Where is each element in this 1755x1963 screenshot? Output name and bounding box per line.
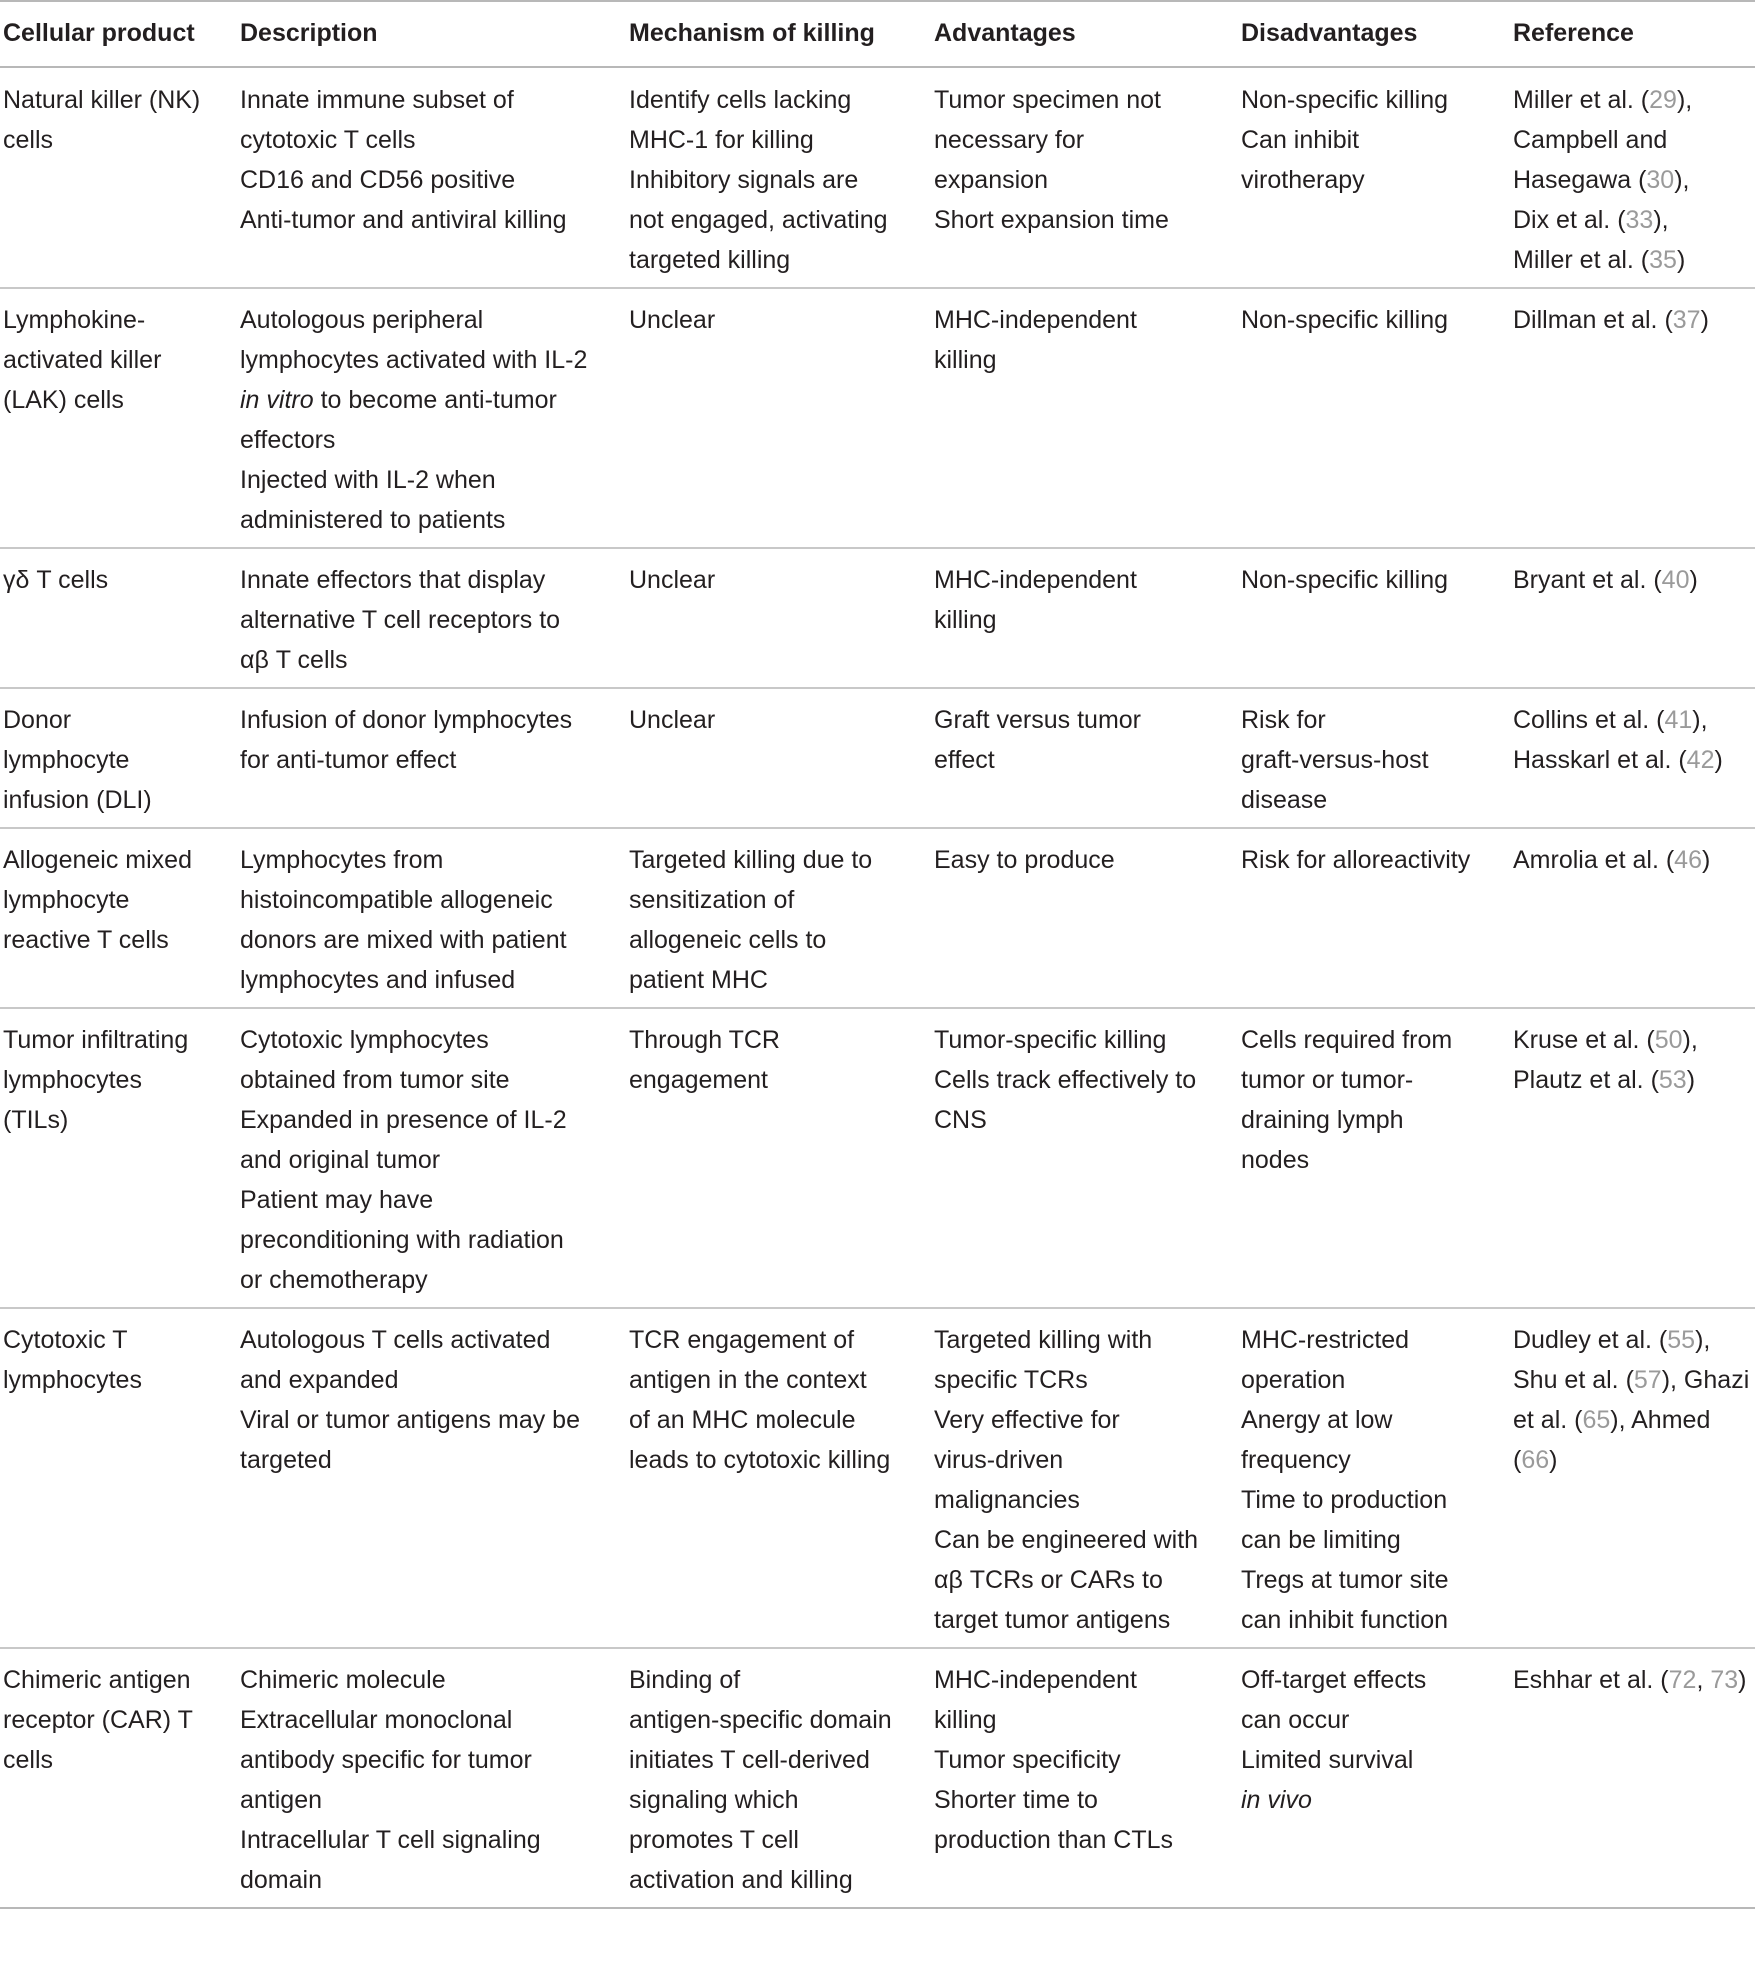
cell-mechanism [626,67,931,288]
cell-line: production than CTLs [934,1826,1174,1854]
cell-disadvantages [1238,1308,1510,1648]
cell-line: (TILs) [3,1106,69,1134]
cell-line: Unclear [629,706,716,734]
cell-line: Chimeric antigen [3,1666,191,1694]
cell-line: donors are mixed with patient [240,926,567,954]
text-segment: Off-target effects [1241,1666,1427,1694]
cell-line: leads to cytotoxic killing [629,1446,891,1474]
cell-description [237,1308,626,1648]
cell-line: αβ T cells [240,646,348,674]
reference-number: 72 [1668,1666,1697,1694]
cell-line [1513,240,1755,280]
cell-line: lymphocytes [3,1366,142,1394]
cell-line: targeted killing [629,246,791,274]
table-header [0,1,1755,67]
cell-line: preconditioning with radiation [240,1226,564,1254]
cell-line: Binding of [629,1666,741,1694]
cell-line: Expanded in presence of IL-2 [240,1106,567,1134]
text-segment: Miller et al. ( [1513,246,1650,274]
cell-product [0,1008,237,1308]
cell-line [1513,1060,1755,1100]
cell-product [0,1648,237,1908]
cell-disadvantages [1238,1648,1510,1908]
cell-product [0,828,237,1008]
cell-line: Innate immune subset of [240,86,514,114]
cell-line: Shorter time to [934,1786,1098,1814]
cell-line: Intracellular T cell signaling [240,1826,541,1854]
cell-line: virotherapy [1241,166,1365,194]
cell-line: allogeneic cells to [629,926,827,954]
text-segment: administered to patients [240,506,506,534]
cell-product [0,288,237,548]
cell-line: TCR engagement of [629,1326,855,1354]
cell-line: Non-specific killing [1241,86,1449,114]
cell-line: or chemotherapy [240,1266,428,1294]
cell-description [237,828,626,1008]
text-segment: ), [1682,1026,1698,1054]
cell-line: Lymphocytes from [240,846,444,874]
text-segment: ), Ahmed [1610,1406,1711,1434]
cell-line: CD16 and CD56 positive [240,166,516,194]
cell-line: for anti-tumor effect [240,746,457,774]
text-segment: ) [1686,1066,1696,1094]
cell-line: Lymphokine- [3,306,146,334]
text-segment: ( [1513,1446,1522,1474]
text-segment: effectors [240,426,336,454]
table-row [0,1008,1755,1308]
cell-advantages [931,288,1238,548]
text-segment: Dudley et al. ( [1513,1326,1668,1354]
cell-line: Cytotoxic lymphocytes [240,1026,489,1054]
cell-line: Graft versus tumor [934,706,1141,734]
cell-line: Tumor infiltrating [3,1026,189,1054]
header-description: Description [237,1,626,67]
reference-number: 73 [1710,1666,1739,1694]
cell-description [237,548,626,688]
cell-line: cells [3,126,54,154]
cell-line [1513,1320,1755,1360]
text-segment: , [1696,1666,1711,1694]
cell-mechanism [626,1648,931,1908]
cell-line: Easy to produce [934,846,1115,874]
cell-line: Short expansion time [934,206,1169,234]
text-segment: ), [1653,206,1669,234]
cell-line: necessary for [934,126,1085,154]
cell-line: Can be engineered with [934,1526,1199,1554]
reference-number: 53 [1658,1066,1687,1094]
reference-number: 29 [1649,86,1677,114]
cell-line: antigen in the context [629,1366,867,1394]
cell-line: not engaged, activating [629,206,888,234]
cell-line: Targeted killing with [934,1326,1153,1354]
cell-mechanism [626,548,931,688]
text-segment: Shu et al. ( [1513,1366,1634,1394]
text-segment: et al. ( [1513,1406,1583,1434]
cell-line: killing [934,1706,997,1734]
cell-line: activation and killing [629,1866,853,1894]
cell-line [1513,300,1755,340]
cell-mechanism [626,288,931,548]
text-segment: ), [1676,86,1693,114]
cell-line [1513,160,1755,200]
cell-line: domain [240,1866,322,1894]
cell-line: Allogeneic mixed [3,846,192,874]
table-row [0,828,1755,1008]
cell-advantages [931,1308,1238,1648]
cell-line [240,460,626,500]
text-segment: ) [1738,1666,1747,1694]
cell-line: tumor or tumor- [1241,1066,1414,1094]
cell-line: sensitization of [629,886,795,914]
cell-line: Anti-tumor and antiviral killing [240,206,567,234]
cell-line: Can inhibit [1241,126,1360,154]
reference-number: 41 [1664,706,1693,734]
table-body [0,67,1755,1908]
text-segment: Bryant et al. ( [1513,566,1662,594]
text-segment: can occur [1241,1706,1350,1734]
cell-line [1513,1360,1755,1400]
cell-line [1513,1660,1755,1700]
text-segment: lymphocytes activated with IL-2 [240,346,588,374]
text-segment: Collins et al. ( [1513,706,1665,734]
cell-line: Tregs at tumor site [1241,1566,1449,1594]
cell-line: Autologous T cells activated [240,1326,551,1354]
cell-line: malignancies [934,1486,1080,1514]
cell-line: lymphocytes and infused [240,966,516,994]
cell-line: nodes [1241,1146,1310,1174]
cell-description [237,1008,626,1308]
cell-line: obtained from tumor site [240,1066,510,1094]
text-segment: Limited survival [1241,1746,1414,1774]
cell-line: and original tumor [240,1146,441,1174]
cell-product [0,688,237,828]
cell-advantages [931,548,1238,688]
text-segment: Dix et al. ( [1513,206,1626,234]
cell-reference [1510,548,1755,688]
cell-line: activated killer [3,346,162,374]
cell-line [1241,1780,1510,1820]
cell-line: cytotoxic T cells [240,126,416,154]
reference-number: 35 [1649,246,1677,274]
cell-line [240,300,626,340]
table-row [0,288,1755,548]
cell-line [240,420,626,460]
text-segment: ) [1701,846,1711,874]
cell-line [240,380,626,420]
cell-line: Cytotoxic T [3,1326,128,1354]
cell-line: signaling which [629,1786,799,1814]
text-segment: ) [1689,566,1698,594]
cell-line: can be limiting [1241,1526,1401,1554]
header-mechanism: Mechanism of killing [626,1,931,67]
cell-reference [1510,1648,1755,1908]
text-segment: Dillman et al. ( [1513,306,1673,334]
cell-disadvantages [1238,548,1510,688]
text-segment: Injected with IL-2 when [240,466,496,494]
cell-mechanism [626,1008,931,1308]
cell-reference [1510,828,1755,1008]
reference-number: 50 [1654,1026,1683,1054]
reference-number: 42 [1686,746,1715,774]
cell-line: Innate effectors that display [240,566,546,594]
cell-line: lymphocytes [3,1066,142,1094]
cell-line: antibody specific for tumor [240,1746,532,1774]
cell-line: engagement [629,1066,769,1094]
cell-line: draining lymph [1241,1106,1404,1134]
cell-line: (LAK) cells [3,386,124,414]
cell-advantages [931,828,1238,1008]
cell-line: Patient may have [240,1186,434,1214]
text-segment: ) [1549,1446,1558,1474]
cell-line: graft-versus-host [1241,746,1429,774]
text-segment: ) [1676,246,1686,274]
text-segment: Autologous peripheral [240,306,484,334]
cell-line: lymphocyte [3,886,130,914]
reference-number: 57 [1633,1366,1662,1394]
cell-line: frequency [1241,1446,1351,1474]
cell-advantages [931,688,1238,828]
cell-line: operation [1241,1366,1346,1394]
cell-description [237,288,626,548]
cell-reference [1510,688,1755,828]
cell-line: Extracellular monoclonal [240,1706,513,1734]
cell-line: MHC-independent [934,1666,1137,1694]
cell-line [240,340,626,380]
cell-advantages [931,67,1238,288]
cell-line: MHC-independent [934,306,1137,334]
cell-line: MHC-1 for killing [629,126,814,154]
table-row [0,688,1755,828]
cell-product [0,548,237,688]
text-segment: ) [1714,746,1723,774]
cell-line: Very effective for [934,1406,1120,1434]
cell-line: Cells required from [1241,1026,1453,1054]
cell-line [1241,1660,1510,1700]
italic-text: in vivo [1241,1786,1312,1814]
cell-line: antigen-specific domain [629,1706,892,1734]
cell-line: CNS [934,1106,987,1134]
cell-line: target tumor antigens [934,1606,1171,1634]
cell-line: effect [934,746,995,774]
cell-line: Unclear [629,306,716,334]
cell-line: patient MHC [629,966,768,994]
cell-reference [1510,288,1755,548]
text-segment: ), [1692,706,1708,734]
cell-line: Anergy at low [1241,1406,1393,1434]
cell-line [1241,1740,1510,1780]
cell-line: Donor [3,706,72,734]
cell-line [1513,560,1755,600]
cell-line: expansion [934,166,1048,194]
cell-disadvantages [1238,1008,1510,1308]
cell-line: targeted [240,1446,332,1474]
cell-line: Viral or tumor antigens may be [240,1406,580,1434]
cell-advantages [931,1008,1238,1308]
cell-line: antigen [240,1786,323,1814]
cell-line: Tumor-specific killing [934,1026,1167,1054]
header-reference: Reference [1510,1,1755,67]
cell-reference [1510,67,1755,288]
cell-line: Unclear [629,566,716,594]
header-cellular-product: Cellular product [0,1,237,67]
reference-number: 55 [1667,1326,1696,1354]
cell-line: Through TCR [629,1026,780,1054]
cell-line: Time to production [1241,1486,1448,1514]
text-segment: ), Ghazi [1661,1366,1750,1394]
cell-line: of an MHC molecule [629,1406,856,1434]
cell-line: disease [1241,786,1328,814]
cell-line: Risk for [1241,706,1326,734]
reference-number: 65 [1582,1406,1611,1434]
cell-line: MHC-independent [934,566,1137,594]
table-row [0,67,1755,288]
cell-line: can inhibit function [1241,1606,1449,1634]
cell-reference [1510,1308,1755,1648]
text-segment: to become anti-tumor [313,386,557,414]
cell-line: lymphocyte [3,746,130,774]
cell-disadvantages [1238,828,1510,1008]
cell-line: Cells track effectively to [934,1066,1197,1094]
cell-line [1513,80,1755,120]
cell-line [1513,740,1755,780]
cell-line: Infusion of donor lymphocytes [240,706,573,734]
cell-line: receptor (CAR) T [3,1706,193,1734]
text-segment: Kruse et al. ( [1513,1026,1655,1054]
cell-description [237,688,626,828]
cell-line: and expanded [240,1366,399,1394]
cell-line: Identify cells lacking [629,86,852,114]
cell-description [237,67,626,288]
text-segment: Miller et al. ( [1513,86,1650,114]
cell-line: specific TCRs [934,1366,1088,1394]
cell-line: Non-specific killing [1241,306,1449,334]
reference-number: 66 [1521,1446,1550,1474]
cell-line: γδ T cells [3,566,109,594]
cell-line: cells [3,1746,54,1774]
cell-line: promotes T cell [629,1826,799,1854]
cell-line: reactive T cells [3,926,169,954]
cell-line: Chimeric molecule [240,1666,446,1694]
italic-text: in vitro [240,386,314,414]
cell-line [1513,1440,1755,1480]
text-segment: Campbell and [1513,126,1668,154]
cell-line [1513,200,1755,240]
cell-disadvantages [1238,288,1510,548]
text-segment: ), [1695,1326,1711,1354]
cell-line: Natural killer (NK) [3,86,201,114]
cell-line [1513,120,1755,160]
cell-line: MHC-restricted [1241,1326,1410,1354]
cell-line: virus-driven [934,1446,1064,1474]
cell-line: αβ TCRs or CARs to [934,1566,1163,1594]
text-segment: Hasegawa ( [1513,166,1647,194]
text-segment: Hasskarl et al. ( [1513,746,1687,774]
cell-line [240,500,626,540]
cell-line: killing [934,346,997,374]
text-segment: Plautz et al. ( [1513,1066,1659,1094]
text-segment: Eshhar et al. ( [1513,1666,1669,1694]
header-row [0,1,1755,67]
cell-disadvantages [1238,688,1510,828]
header-disadvantages: Disadvantages [1238,1,1510,67]
text-segment: ), [1674,166,1690,194]
cell-line: Inhibitory signals are [629,166,859,194]
reference-number: 37 [1672,306,1701,334]
text-segment: ) [1700,306,1709,334]
cell-line: killing [934,606,997,634]
table-row [0,1308,1755,1648]
table-row [0,1648,1755,1908]
cell-line [1513,700,1755,740]
cell-mechanism [626,828,931,1008]
reference-number: 33 [1625,206,1654,234]
cell-line: Non-specific killing [1241,566,1449,594]
cell-description [237,1648,626,1908]
cell-line: Risk for alloreactivity [1241,846,1471,874]
cell-line [1513,1400,1755,1440]
cell-line [1241,1700,1510,1740]
cell-product [0,1308,237,1648]
cell-mechanism [626,688,931,828]
cell-mechanism [626,1308,931,1648]
cell-line [1513,1020,1755,1060]
cell-line [1513,840,1755,880]
cell-line: infusion (DLI) [3,786,152,814]
cell-line: alternative T cell receptors to [240,606,561,634]
text-segment: Amrolia et al. ( [1513,846,1675,874]
cell-line: initiates T cell-derived [629,1746,870,1774]
cell-line: Tumor specimen not [934,86,1161,114]
table-row [0,548,1755,688]
cell-product [0,67,237,288]
cell-line: histoincompatible allogeneic [240,886,553,914]
cell-line: Tumor specificity [934,1746,1121,1774]
reference-number: 40 [1661,566,1690,594]
reference-number: 46 [1674,846,1702,874]
header-advantages: Advantages [931,1,1238,67]
cell-advantages [931,1648,1238,1908]
cell-reference [1510,1008,1755,1308]
reference-number: 30 [1646,166,1675,194]
cell-disadvantages [1238,67,1510,288]
cell-line: Targeted killing due to [629,846,873,874]
